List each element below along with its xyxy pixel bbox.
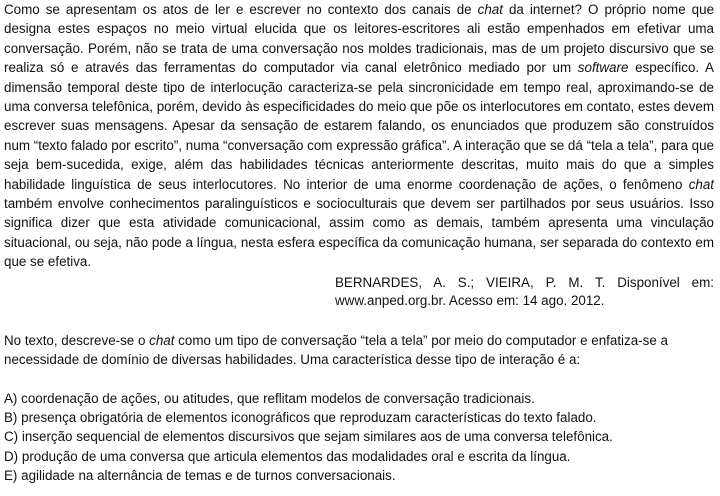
question-segment: No texto, descreve-se o (4, 332, 150, 348)
passage-segment: da internet? O próprio nome que designa estes espaços no meio virtual elucida que os leitores-escritores ali estão empenhados em efetivar uma conversação. Porém, não se trata de uma conversação nos moldes tradicionais, mas de um projeto discursivo que se realiza só e através das ferramentas do computador via canal eletrônico mediado por um (4, 2, 715, 76)
option-text: agilidade na alternância de temas e de turnos conversacionais. (21, 468, 396, 484)
exam-question-page (4, 0, 714, 486)
question-segment: como um tipo de conversação “tela a tela” por meio do computador e enfatiza-se a necessidade de domínio de diversas habilidades. Uma característica desse tipo de interação é a: (4, 332, 668, 367)
answer-option-a[interactable] (4, 389, 714, 408)
question-stem (4, 331, 714, 370)
passage-segment: Como se apresentam os atos de ler e escrever no contexto dos canais de (4, 2, 478, 17)
answer-options (4, 389, 714, 486)
passage-segment-italic: chat (688, 176, 714, 192)
answer-option-b[interactable] (4, 408, 714, 427)
passage-segment: específico. A dimensão temporal deste tipo de interlocução caracteriza-se pela sincronicidade em tempo real, aproximando-se de uma conversa telefônica, porém, devido às especificidades do meio que põe os interlocutores em contato, estes devem escrever suas mensagens. Apesar da sensação de estarem falando, os enunciados que produzem são construídos num “texto falado por escrito”, numa “conversação com expressão gráfica”. A interação que se dá “tela a tela”, para que seja bem-sucedida, exige, além das habilidades técnicas anteriormente descritas, muito mais do que a simples habilidade linguística de seus interlocutores. No interior de uma enorme coordenação de ações, o fenômeno (4, 60, 714, 192)
question-segment-italic: chat (149, 332, 175, 348)
option-letter: E) (4, 468, 18, 484)
option-letter: B) (4, 409, 18, 425)
option-letter: C) (4, 429, 19, 445)
source-citation: BERNARDES, A. S.; VIEIRA, P. M. T. Disponível em: www.anped.org.br. Acesso em: 14 ago. 2012. (335, 274, 714, 309)
reading-passage (4, 0, 714, 272)
option-text: inserção sequencial de elementos discursivos que sejam similares aos de uma conversa telefônica. (21, 429, 613, 445)
option-letter: A) (4, 390, 18, 406)
option-letter: D) (4, 448, 19, 464)
answer-option-e[interactable] (4, 466, 714, 485)
passage-segment: também envolve conhecimentos paralinguísticos e socioculturais que devem ser partilhados por seus usuários. Isso significa dizer que esta atividade comunicacional, assim como as demais, também apresenta uma vinculação situacional, ou seja, não pode a língua, nesta esfera específica da comunicação humana, ser separada do contexto em que se efetiva. (4, 196, 714, 270)
passage-segment-italic: chat (477, 2, 503, 17)
answer-option-d[interactable] (4, 447, 714, 466)
option-text: produção de uma conversa que articula elementos das modalidades oral e escrita da língua. (21, 448, 571, 464)
option-text: presença obrigatória de elementos iconográficos que reproduzam características do texto falado. (21, 409, 597, 425)
option-text: coordenação de ações, ou atitudes, que reflitam modelos de conversação tradicionais. (21, 390, 535, 406)
passage-segment-italic: software (577, 60, 629, 76)
answer-option-c[interactable] (4, 427, 714, 446)
